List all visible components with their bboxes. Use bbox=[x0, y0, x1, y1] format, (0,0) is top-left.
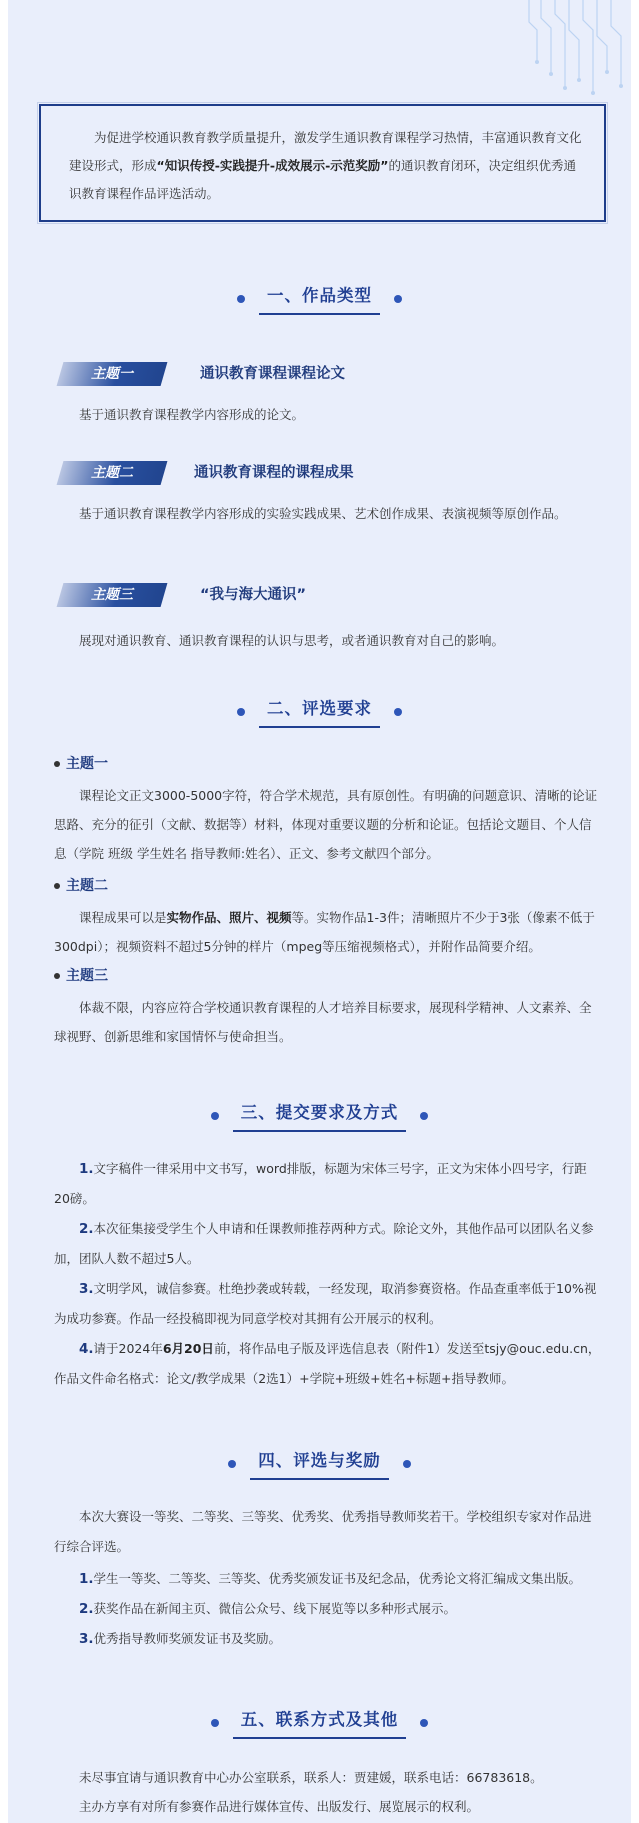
section-title: 三、提交要求及方式 bbox=[233, 1100, 407, 1132]
theme-description: 基于通识教育课程教学内容形成的实验实践成果、艺术创作成果、表演视频等原创作品。 bbox=[79, 506, 567, 521]
section-title: 一、作品类型 bbox=[259, 283, 380, 315]
item-text: 获奖作品在新闻主页、微信公众号、线下展览等以多种形式展示。 bbox=[93, 1601, 457, 1616]
theme-tag bbox=[57, 461, 168, 485]
bullet-dot-icon bbox=[211, 1112, 219, 1120]
item-number: 2. bbox=[79, 1221, 94, 1237]
item-text: 优秀指导教师奖颁发证书及奖励。 bbox=[93, 1631, 282, 1646]
requirement-label: 主题一 bbox=[66, 753, 108, 775]
intro-box bbox=[39, 104, 606, 222]
submission-item bbox=[54, 1334, 602, 1394]
section-heading bbox=[8, 1705, 631, 1741]
section-heading bbox=[8, 694, 631, 730]
item-text: 本次征集接受学生个人申请和任课教师推荐两种方式。除论文外，其他作品可以团队名义参加，团队人数不超过5人。 bbox=[54, 1221, 594, 1266]
requirement-text bbox=[54, 903, 602, 961]
requirement-text: 体裁不限，内容应符合学校通识教育课程的人才培养目标要求，展现科学精神、人文素养、全球视野、创新思维和家国情怀与使命担当。 bbox=[54, 1000, 592, 1044]
theme-tag-label: 主题三 bbox=[91, 587, 133, 603]
section-heading bbox=[8, 1446, 631, 1482]
requirement-text-part: 课程成果可以是 bbox=[79, 910, 167, 925]
bullet-dot-icon bbox=[420, 1112, 428, 1120]
item-number: 1. bbox=[79, 1571, 94, 1587]
item-text: 学生一等奖、二等奖、三等奖、优秀奖颁发证书及纪念品，优秀论文将汇编成文集出版。 bbox=[93, 1571, 582, 1586]
bullet-dot-icon bbox=[394, 708, 402, 716]
theme-title: “我与海大通识” bbox=[200, 587, 307, 603]
theme-title: 通识教育课程的课程成果 bbox=[194, 465, 354, 481]
intro-highlight: “知识传授-实践提升-成效展示-示范奖励” bbox=[156, 158, 389, 173]
bullet-dot-icon bbox=[211, 1719, 219, 1727]
bullet-dot-icon bbox=[228, 1460, 236, 1468]
bullet-dot-icon bbox=[403, 1460, 411, 1468]
submission-item bbox=[54, 1214, 602, 1274]
intro-paragraph bbox=[69, 124, 584, 208]
theme-tag bbox=[57, 583, 168, 607]
item-number: 1. bbox=[79, 1161, 94, 1177]
circuit-decoration-icon bbox=[521, 0, 631, 95]
intro-text-end: 的通识教育闭环，决定组织优秀通识教育课程作品评选活动。 bbox=[69, 158, 577, 201]
requirement-text: 课程论文正文3000-5000字符，符合学术规范，具有原创性。有明确的问题意识、清晰的论证思路、充分的征引（文献、数据等）材料，体现对重要议题的分析和论证。包括论文题目、个人信息（学院 班级 学生姓名 指导教师:姓名）、正文、参考文献四个部分。 bbox=[54, 788, 598, 861]
requirement-text-part: 等。实物作品1-3件；清晰照片不少于3张（像素不低于300dpi）；视频资料不超过5分钟的样片（mpeg等压缩视频格式），并附作品简要介绍。 bbox=[54, 910, 595, 954]
item-number: 2. bbox=[79, 1601, 94, 1617]
requirement-label: 主题二 bbox=[66, 875, 108, 897]
item-text: 请于2024年 bbox=[93, 1341, 163, 1356]
theme-tag bbox=[57, 362, 168, 386]
intro-text: 为促进学校通识教育教学质量提升，激发学生通识教育课程学习热情，丰富通识教育文化建设形式，形成 bbox=[69, 130, 582, 173]
bullet-dot-icon bbox=[394, 295, 402, 303]
theme-tag-label: 主题二 bbox=[91, 465, 133, 481]
contact-info: 未尽事宜请与通识教育中心办公室联系，联系人：贾建媛，联系电话：66783618。 bbox=[79, 1770, 543, 1785]
item-text: 前，将作品电子版及评选信息表（附件1）发送至tsjy@ouc.edu.cn，作品文件命名格式：论文/教学成果（2选1）+学院+班级+姓名+标题+指导教师。 bbox=[54, 1341, 601, 1386]
theme-description: 展现对通识教育、通识教育课程的认识与思考，或者通识教育对自己的影响。 bbox=[79, 633, 505, 648]
theme-title: 通识教育课程课程论文 bbox=[200, 366, 345, 382]
item-text: 文字稿件一律采用中文书写，word排版，标题为宋体三号字，正文为宋体小四号字，行距20磅。 bbox=[54, 1161, 587, 1206]
awards-intro: 本次大赛设一等奖、二等奖、三等奖、优秀奖、优秀指导教师奖若干。学校组织专家对作品进行综合评选。 bbox=[54, 1509, 592, 1554]
theme-description: 基于通识教育课程教学内容形成的论文。 bbox=[79, 407, 305, 422]
theme-tag-label: 主题一 bbox=[91, 366, 133, 382]
deadline-highlight: 6月20日 bbox=[162, 1341, 214, 1356]
item-text: 文明学风，诚信参赛。杜绝抄袭或转载，一经发现，取消参赛资格。作品查重率低于10%视为成功参赛。作品一经投稿即视为同意学校对其拥有公开展示的权利。 bbox=[54, 1281, 597, 1326]
bullet-dot-icon bbox=[420, 1719, 428, 1727]
submission-item bbox=[54, 1274, 602, 1334]
section-title: 二、评选要求 bbox=[259, 696, 380, 728]
rights-notice: 主办方享有对所有参赛作品进行媒体宣传、出版发行、展览展示的权利。 bbox=[79, 1799, 480, 1814]
bullet-dot-icon bbox=[237, 295, 245, 303]
requirement-label: 主题三 bbox=[66, 965, 108, 987]
section-heading bbox=[8, 281, 631, 317]
item-number: 3. bbox=[79, 1631, 94, 1647]
requirement-highlight: 实物作品、照片、视频 bbox=[166, 910, 292, 925]
award-item bbox=[54, 1624, 602, 1654]
page bbox=[8, 0, 631, 1823]
section-title: 五、联系方式及其他 bbox=[233, 1707, 407, 1739]
item-number: 4. bbox=[79, 1341, 94, 1357]
section-title: 四、评选与奖励 bbox=[250, 1448, 389, 1480]
section-heading bbox=[8, 1098, 631, 1134]
award-item bbox=[54, 1594, 602, 1624]
award-item bbox=[54, 1564, 602, 1594]
item-number: 3. bbox=[79, 1281, 94, 1297]
bullet-dot-icon bbox=[237, 708, 245, 716]
submission-item bbox=[54, 1154, 602, 1214]
